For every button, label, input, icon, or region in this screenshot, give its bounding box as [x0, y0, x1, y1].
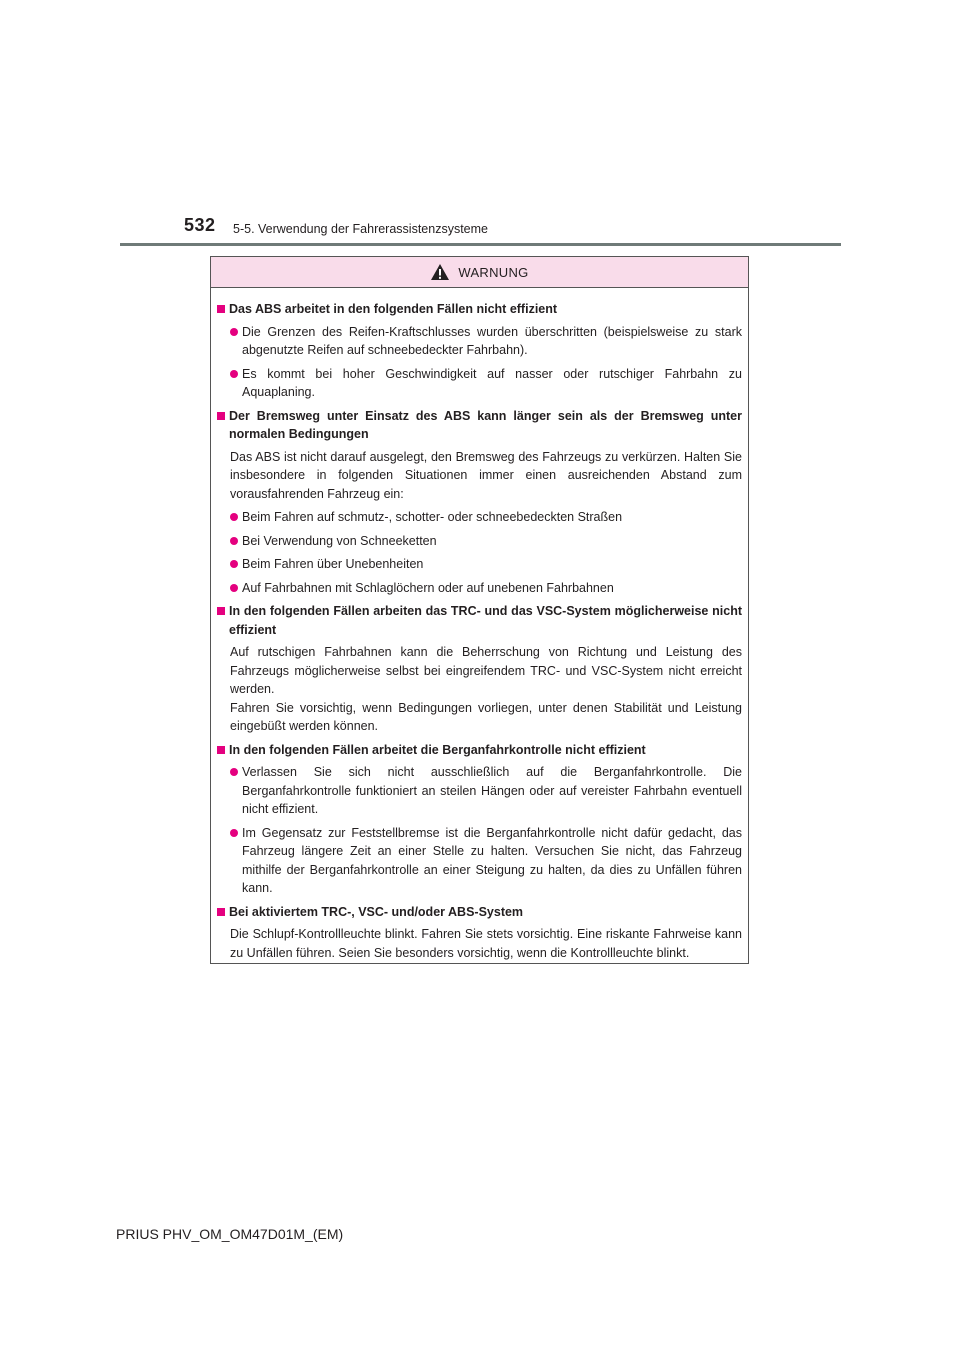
list-item-text: Die Grenzen des Reifen-Kraftschlusses wurden überschritten (beispielsweise zu stark abgenutzte Reifen auf schneebedeckter Fahrbahn).: [242, 324, 742, 357]
square-bullet-icon: [217, 746, 225, 754]
section-heading-text: Bei aktiviertem TRC-, VSC- und/oder ABS-System: [229, 904, 524, 919]
section-heading-text: Das ABS arbeitet in den folgenden Fällen nicht effizient: [229, 302, 558, 316]
warning-box: [210, 256, 749, 964]
list-item-text: Beim Fahren über Unebenheiten: [242, 557, 424, 571]
section-heading: [217, 407, 742, 444]
warning-title: WARNUNG: [458, 264, 529, 280]
section-heading-text: Der Bremsweg unter Einsatz des ABS kann länger sein als der Bremsweg unter normalen Bedingungen: [229, 408, 742, 441]
list-item: [217, 555, 742, 574]
round-bullet-icon: [230, 560, 238, 568]
list-item-text: Verlassen Sie sich nicht ausschließlich auf die Berganfahrkontrolle. Die Berganfahrkontrolle funktioniert an steilen Hängen oder auf vereister Fahrbahn eventuell nicht effizient.: [242, 765, 742, 816]
list-item-text: Auf Fahrbahnen mit Schlaglöchern oder auf unebenen Fahrbahnen: [242, 580, 614, 595]
square-bullet-icon: [217, 305, 225, 313]
list-item: [217, 323, 742, 360]
section-paragraph: Das ABS ist nicht darauf ausgelegt, den Bremsweg des Fahrzeugs zu verkürzen. Halten Sie insbesondere in folgenden Situationen immer einen ausreichenden Abstand zum vorausfahrenden Fahrzeug ein:: [230, 449, 742, 501]
page-number: 532: [184, 215, 216, 235]
round-bullet-icon: [230, 370, 238, 378]
warning-section: [217, 903, 742, 963]
section-heading-text: In den folgenden Fällen arbeiten das TRC- und das VSC-System möglicherweise nicht effizient: [229, 604, 742, 637]
round-bullet-icon: [230, 328, 238, 336]
header-rule: [120, 243, 841, 246]
section-paragraph: Die Schlupf-Kontrollleuchte blinkt. Fahren Sie stets vorsichtig. Eine riskante Fahrweise kann zu Unfällen führen. Seien Sie besonders vorsichtig, wenn die Kontrollleuchte blinkt.: [230, 927, 742, 960]
round-bullet-icon: [230, 829, 238, 837]
list-item: [217, 579, 742, 598]
list-item: [217, 763, 742, 819]
list-item: [217, 508, 742, 527]
round-bullet-icon: [230, 584, 238, 592]
warning-section: [217, 741, 742, 898]
list-item-text: Bei Verwendung von Schneeketten: [242, 533, 437, 548]
square-bullet-icon: [217, 412, 225, 420]
list-item: [217, 824, 742, 898]
section-heading: [217, 903, 742, 922]
warning-header: [211, 257, 748, 288]
warning-section: [217, 300, 742, 402]
list-item-text: Es kommt bei hoher Geschwindigkeit auf nasser oder rutschiger Fahrbahn zu Aquaplaning.: [242, 366, 742, 399]
list-item-text: Beim Fahren auf schmutz-, schotter- oder schneebedeckten Straßen: [242, 510, 623, 524]
list-item: [217, 365, 742, 402]
round-bullet-icon: [230, 537, 238, 545]
section-paragraph: Fahren Sie vorsichtig, wenn Bedingungen vorliegen, unter denen Stabilität und Leistung eingebüßt werden können.: [230, 700, 742, 733]
section-heading: [217, 300, 742, 319]
square-bullet-icon: [217, 908, 225, 916]
warning-section: [217, 407, 742, 598]
warning-body: [211, 288, 748, 962]
round-bullet-icon: [230, 513, 238, 521]
document-code: PRIUS PHV_OM_OM47D01M_(EM): [116, 1226, 344, 1242]
list-item: [217, 532, 742, 551]
section-paragraph: Auf rutschigen Fahrbahnen kann die Beherrschung von Richtung und Leistung des Fahrzeugs möglicherweise selbst bei eingreifendem TRC- und VSC-System nicht erreicht werden.: [230, 645, 742, 696]
section-heading: [217, 602, 742, 639]
section-heading: [217, 741, 742, 760]
section-title: 5-5. Verwendung der Fahrerassistenzsysteme: [233, 222, 488, 236]
warning-section: [217, 602, 742, 736]
square-bullet-icon: [217, 607, 225, 615]
list-item-text: Im Gegensatz zur Feststellbremse ist die Berganfahrkontrolle nicht dafür gedacht, das Fahrzeug längere Zeit an einer Stelle zu halten. Versuchen Sie nicht, das Fahrzeug mithilfe der Berganfahrkontrolle an einer Steigung zu halten, da dies zu Unfällen führen kann.: [242, 825, 742, 895]
warning-triangle-icon: [430, 263, 450, 281]
section-heading-text: In den folgenden Fällen arbeitet die Berganfahrkontrolle nicht effizient: [229, 742, 646, 757]
round-bullet-icon: [230, 768, 238, 776]
